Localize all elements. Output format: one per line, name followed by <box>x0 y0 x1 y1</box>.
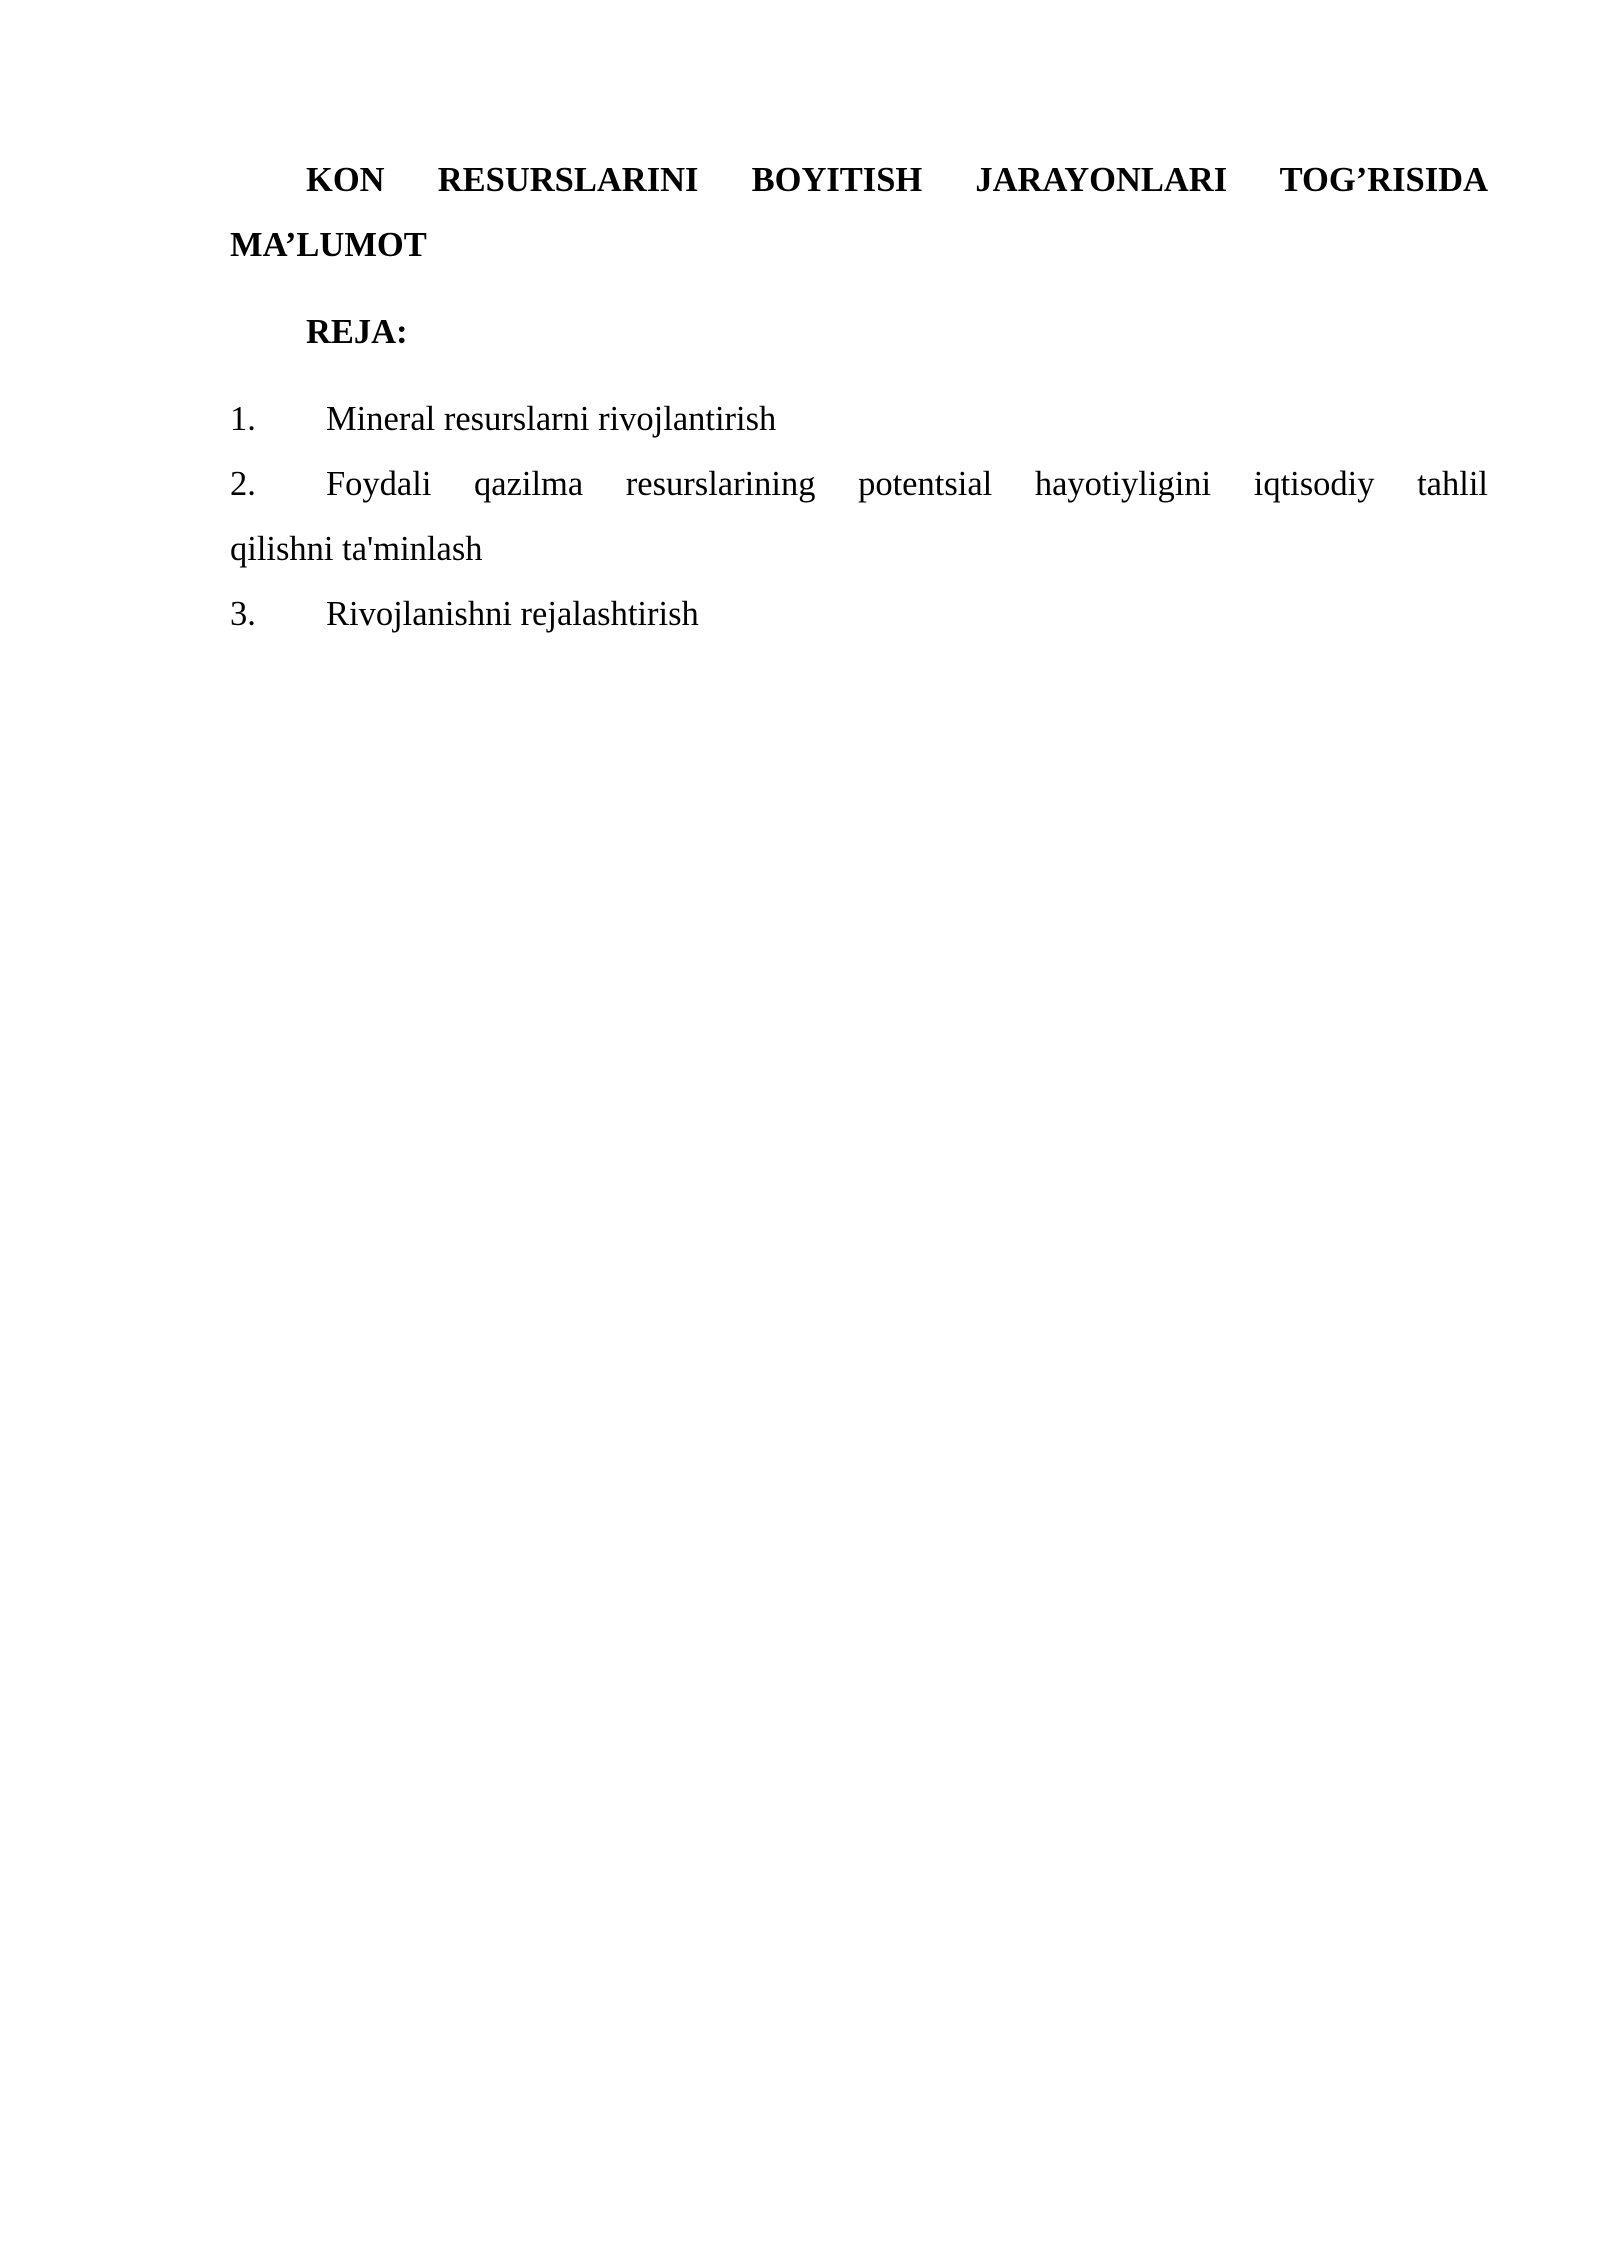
plan-item-number: 2. <box>230 465 256 503</box>
title-line-1: KON RESURSLARINI BOYITISH JARAYONLARI TOG’RISIDA <box>306 161 1488 199</box>
plan-item-1 <box>230 387 1488 452</box>
plan-item-text: Rivojlanishni rejalashtirish <box>326 595 699 633</box>
plan-item-2 <box>230 452 1488 582</box>
plan-item-text-line-1 <box>230 452 1488 517</box>
title-line-2: MA’LUMOT <box>230 226 427 264</box>
plan-item-text: Foydali qazilma resurslarining potentsial hayotiyligini iqtisodiy tahlil <box>326 465 1488 503</box>
plan-item-text: Mineral resurslarni rivojlantirish <box>326 400 777 438</box>
plan-item-number: 3. <box>230 595 256 633</box>
plan-heading: REJA: <box>306 313 408 351</box>
plan-item-text-line-2: qilishni ta'minlash <box>230 530 483 568</box>
plan-item-3 <box>230 582 1488 647</box>
document-body <box>230 148 1488 647</box>
document-title <box>230 148 1488 278</box>
plan-item-number: 1. <box>230 400 256 438</box>
plan-list <box>230 387 1488 647</box>
